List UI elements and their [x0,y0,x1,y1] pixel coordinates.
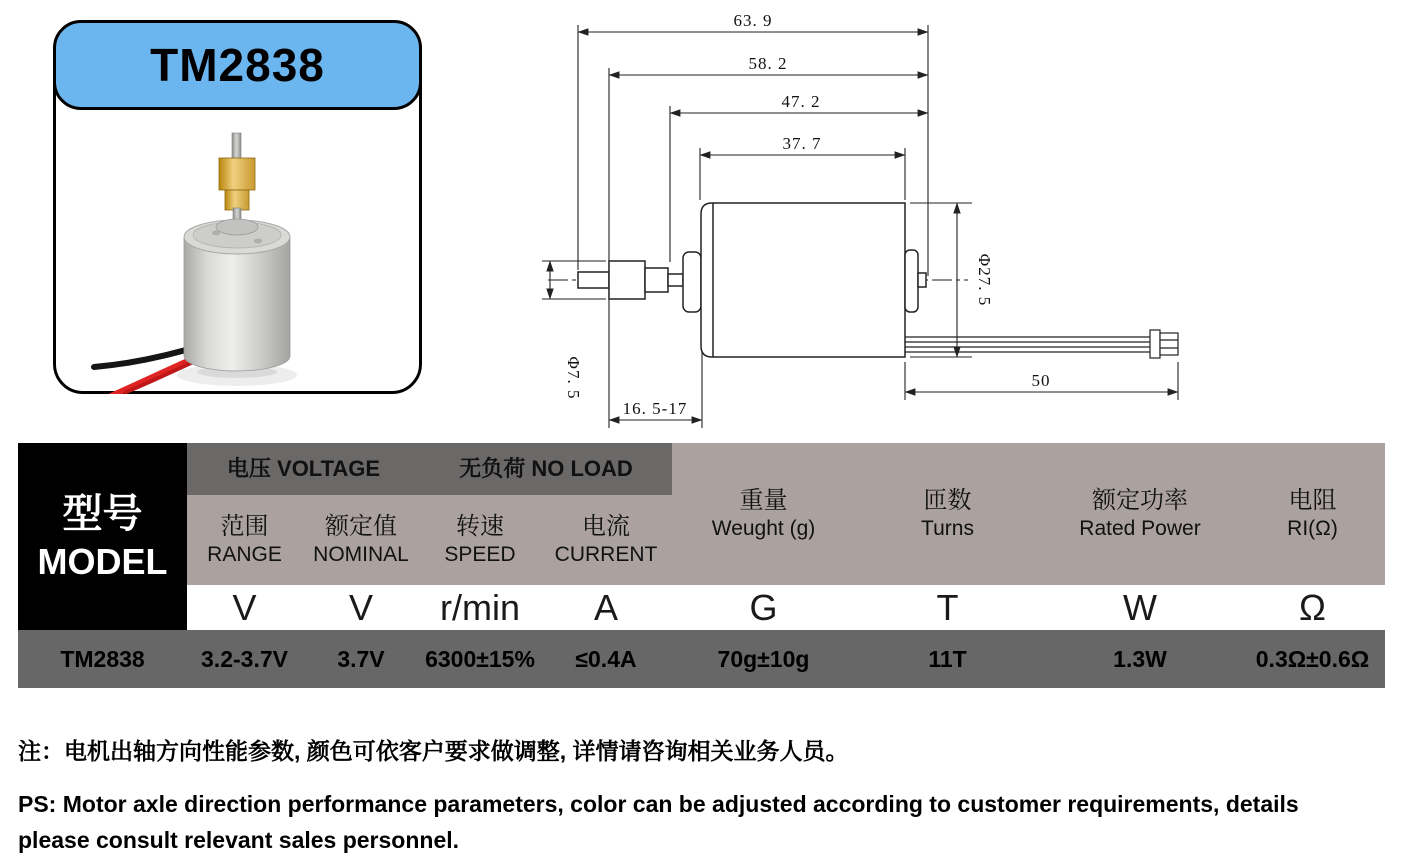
product-card [53,20,422,394]
dim-wire-length: 50 [1031,371,1051,390]
data-turns: 11T [855,630,1040,688]
dim-length-with-shaft: 58. 2 [748,54,788,73]
dim-body-diameter: Φ27. 5 [975,253,994,307]
dim-shaft-diameter: Φ7. 5 [564,356,583,400]
dim-body-length: 37. 7 [782,134,822,153]
motor-photo [56,113,419,394]
lead-wires [905,330,1178,358]
data-range: 3.2-3.7V [187,630,302,688]
spec-table [18,443,1385,688]
unit-current: A [540,585,672,630]
resistance-en: RI(Ω) [1287,516,1338,540]
motor-shaft-assembly [219,133,255,220]
unit-resistance: Ω [1240,585,1385,630]
col-header-nominal [302,495,420,585]
note-english-line1: PS: Motor axle direction performance parameters, color can be adjusted according to customer requirements, details [18,791,1299,817]
data-model: TM2838 [18,630,187,688]
weight-en: Weught (g) [711,516,816,540]
unit-nominal: V [302,585,420,630]
dim-front-length: 47. 2 [781,92,821,111]
range-zh: 范围 [220,512,269,540]
motor-outline [578,203,926,357]
col-header-turns [855,443,1040,585]
data-nominal: 3.7V [302,630,420,688]
unit-weight: G [672,585,855,630]
col-header-range [187,495,302,585]
unit-speed: r/min [420,585,540,630]
data-weight: 70g±10g [672,630,855,688]
noload-group-header: 无负荷 NO LOAD [420,443,672,495]
dim-shaft-length: 16. 5-17 [622,399,688,418]
col-header-speed [420,495,540,585]
product-card-header [53,20,422,110]
nominal-zh: 额定值 [325,512,397,540]
product-model-title: TM2838 [150,39,325,91]
note-english-line2: please consult relevant sales personnel. [18,827,460,853]
dimension-drawing [520,0,1403,440]
resistance-zh: 电阻 [1288,486,1337,514]
current-zh: 电流 [582,512,630,540]
turns-en: Turns [921,516,974,540]
col-header-rated-power [1040,443,1240,585]
model-header-zh: 型号 [62,492,143,536]
nominal-en: NOMINAL [313,542,409,566]
data-rated-power: 1.3W [1040,630,1240,688]
note-english [18,786,1393,858]
model-header-en: MODEL [37,541,168,582]
data-speed: 6300±15% [420,630,540,688]
rated-power-zh: 额定功率 [1092,486,1188,514]
col-header-weight [672,443,855,585]
speed-en: SPEED [444,542,516,566]
current-en: CURRENT [554,542,658,566]
weight-zh: 重量 [739,486,788,514]
unit-range: V [187,585,302,630]
data-current: ≤0.4A [540,630,672,688]
range-en: RANGE [207,542,282,566]
col-header-current [540,495,672,585]
motor-body-photo [184,219,290,371]
note-chinese: 注：电机出轴方向性能参数, 颜色可依客户要求做调整, 详情请咨询相关业务人员。 [18,738,849,764]
dim-overall-length: 63. 9 [733,11,773,30]
turns-zh: 匝数 [923,486,972,514]
model-header-cell [18,443,187,630]
data-resistance: 0.3Ω±0.6Ω [1240,630,1385,688]
rated-power-en: Rated Power [1079,516,1201,540]
voltage-group-header: 电压 VOLTAGE [187,443,420,495]
unit-turns: T [855,585,1040,630]
wire-connector [1150,330,1178,358]
speed-zh: 转速 [456,512,504,540]
col-header-resistance [1240,443,1385,585]
unit-rated-power: W [1040,585,1240,630]
